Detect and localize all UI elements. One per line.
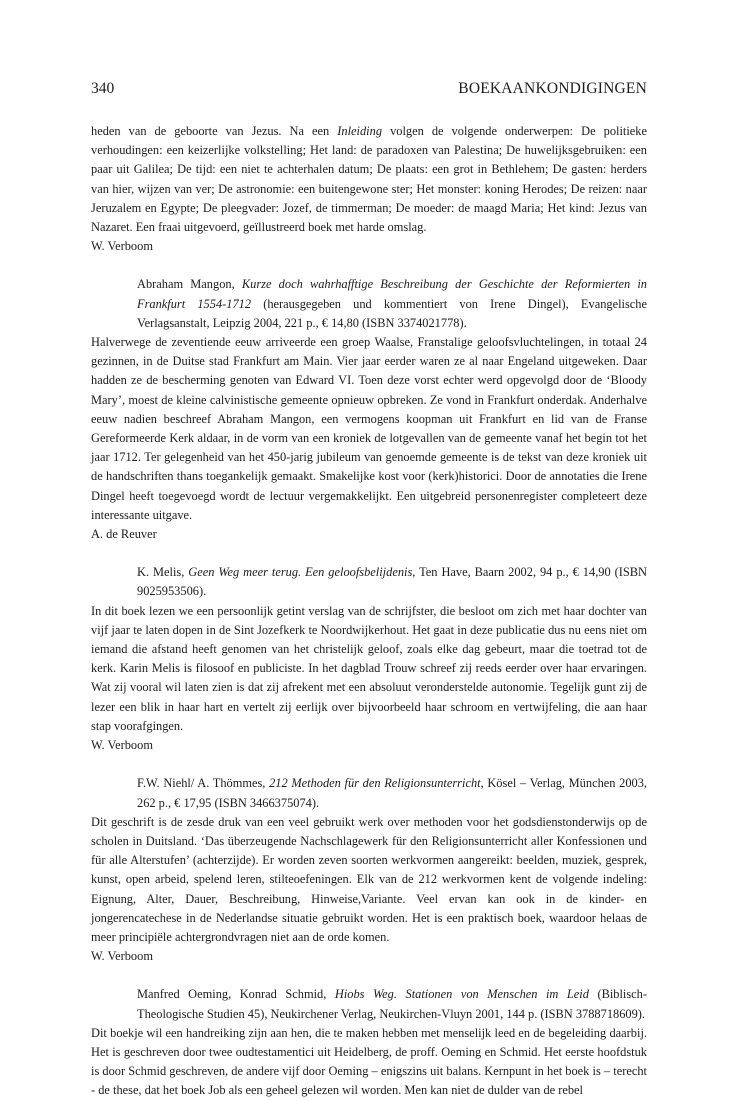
- page-content: [91, 122, 647, 1101]
- reviewer-name: A. de Reuver: [91, 527, 157, 542]
- book-citation: Abraham Mangon, Kurze doch wahrhafftige Beschreibung der Geschichte der Reformierten in Frankfurt 1554-1712 (herausgegeben und kommentiert von Irene Dingel), Evangelische Verlagsanstalt, Leipzig 2004, 221 p., € 14,80 (ISBN 3374021778).: [137, 277, 647, 330]
- page-header: [91, 80, 647, 102]
- book-citation: K. Melis, Geen Weg meer terug. Een geloofsbelijdenis, Ten Have, Baarn 2002, 94 p., € 14,90 (ISBN 9025953506).: [137, 565, 647, 599]
- review-body: Dit geschrift is de zesde druk van een veel gebruikt werk over methoden voor het godsdienstonderwijs op de scholen in Duitsland. ‘Das überzeugende Nachschlagewerk für den Religionsunterricht aller Konfessionen und für alle Alterstufen’ (achterzijde). Er worden zeven soorten werkvormen aangereikt: beelden, muziek, gesprek, kunst, open arbeid, spelend leren, stilteoefeningen. Elk van de 212 werkvormen kent de volgende indeling: Eignung, Alter, Dauer, Beschreibung, Hinweise,Variante. Veel ervan kan ook in de kinder- en jongerencatechese in de Nederlandse situatie gebruikt worden. Het is een praktisch boek, waardoor helaas de meer principiële achtergrondvragen niet aan de orde komen.: [91, 814, 647, 944]
- review-body: Halverwege de zeventiende eeuw arriveerde een groep Waalse, Franstalige geloofsvluchtelingen, in totaal 24 gezinnen, in de Duitse stad Frankfurt am Main. Vier jaar eerder waren ze al naar Engeland uitgeweken. Daar hadden ze de bescherming genoten van Edward VI. Toen deze vorst echter werd opgevolgd door de ‘Bloody Mary’, moest de kleine calvinistische gemeente opnieuw opbreken. Ze vond in Frankfurt onderdak. Anderhalve eeuw nadien beschreef Abraham Mangon, een vermogens koopman uit Frankfurt en lid van de Franse Gereformeerde Kerk aldaar, in de vorm van een kroniek de lotgevallen van de gemeente vanaf het begin tot het jaar 1712. Ter gelegenheid van het 450-jarig jubileum van genoemde gemeente is de tekst van deze kroniek uit de handschriften thans toegankelijk gemaakt. Smakelijke kost voor (kerk)historici. Door de annotaties die Irene Dingel heeft toegevoegd wordt de lectuur vergemakkelijkt. Een uitgebreid personenregister completeert deze interessante uitgave.: [91, 335, 647, 522]
- running-title: BOEKAANKONDIGINGEN: [458, 80, 647, 97]
- reviewer-name: W. Verboom: [91, 949, 153, 964]
- reviewer-name: W. Verboom: [91, 239, 153, 254]
- book-citation: Manfred Oeming, Konrad Schmid, Hiobs Weg. Stationen von Menschen im Leid (Biblisch-Theologische Studien 45), Neukirchener Verlag, Neukirchen-Vluyn 2001, 144 p. (ISBN 3788718609).: [137, 987, 647, 1021]
- book-citation: F.W. Niehl/ A. Thömmes, 212 Methoden für den Religionsunterricht, Kösel – Verlag, München 2003, 262 p., € 17,95 (ISBN 3466375074).: [137, 776, 648, 810]
- review-body: In dit boek lezen we een persoonlijk getint verslag van de schrijfster, die besloot om zich met haar dochter van vijf jaar te laten dopen in de Sint Jozefkerk te Noordwijkerhout. Het gaat in deze publicatie dus nu eens niet om iemand die afstand heeft genomen van het christelijk geloof, zoals elke dag gebeurt, maar die toetrad tot de kerk. Karin Melis is filosoof en publiciste. In het dagblad Trouw schreef zij reeds eerder over haar ervaringen. Wat zij vooral wil laten zien is dat zij afrekent met een absoluut veronderstelde autonomie. Tegelijk gunt zij de lezer een blik in haar hart en vertelt zij eerlijk over bijvoorbeeld haar schroom en vertwijfeling, die aan haar stap voorafgingen.: [91, 603, 647, 733]
- review-body: heden van de geboorte van Jezus. Na een Inleiding volgen de volgende onderwerpen: De politieke verhoudingen: een keizerlijke volkstelling; Het land: de paradoxen van Palestina; De huwelijksgebruiken: een paar uit Galilea; De tijd: een niet te achterhalen datum; De plaats: een grot in Bethlehem; De gasten: herders van hier, wijzen van ver; De astronomie: een buitengewone ster; Het monster: koning Herodes; De reizen: naar Jeruzalem en Egypte; De pleegvader: Jozef, de timmerman; De moeder: de maagd Maria; Het kind: Jezus van Nazaret. Een fraai uitgevoerd, geïllustreerd boek met harde omslag.: [91, 124, 647, 235]
- page-number: 340: [91, 80, 115, 97]
- reviewer-name: W. Verboom: [91, 738, 153, 753]
- review-body: Dit boekje wil een handreiking zijn aan hen, die te maken hebben met menselijk leed en de begeleiding daarbij. Het is geschreven door twee oudtestamentici uit Heidelberg, de proff. Oeming en Schmid. Het eerste hoofdstuk is door Schmid geschreven, de andere vijf door Oeming – enigszins uit balans. Kernpunt in het boek is – terecht - de these, dat het boek Job als een geheel gelezen wil worden. Men kan niet de dulder van de rebel: [91, 1025, 647, 1098]
